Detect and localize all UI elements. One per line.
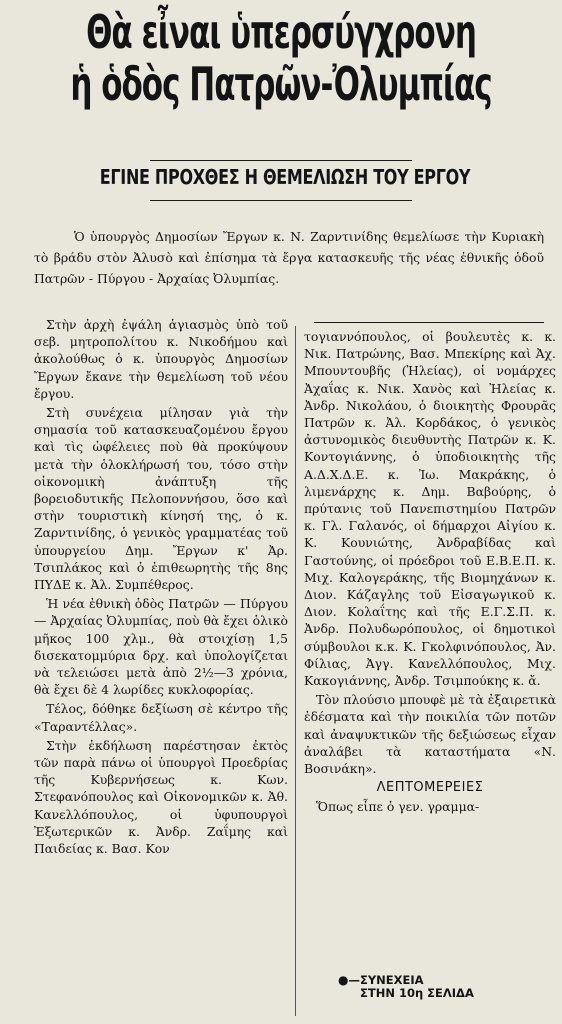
subhead-rule-top: [150, 160, 412, 161]
subhead-rule-bottom: [150, 200, 412, 201]
headline-line-2: ἡ ὁδὸς Πατρῶν-Ὀλυμπίας: [70, 58, 492, 112]
paragraph: Ἡ νέα ἐθνικὴ ὁδὸς Πατρῶν — Πύργου — Ἀρχαίας Ὀλυμπίας, ποὺ θὰ ἔχει ὁλικὸ μῆκος 100 χλμ., θὰ στοιχίσῃ 1,5 δισεκατομμύρια δρχ. καὶ ὑπολογίζεται νὰ τελειώσει μετὰ ἀπὸ 2½—3 χρόνια, θὰ ἔχει δὲ 4 λωρίδες κυκλοφορίας.: [34, 596, 288, 698]
headline-line-1: Θὰ εἶναι ὑπερσύγχρονη: [86, 6, 476, 60]
continued-label: —ΣΥΝΕΧΕΙΑ: [348, 973, 424, 987]
paragraph: τογιαννόπουλος, οἱ βουλευτὲς κ. κ. Νικ. Πατρώνης, Βασ. Μπεκίρης καὶ Ἀχ. Μπουντουβῆς (Ἠλείας), οἱ νομάρχες Ἀχαΐας κ. Νικ. Χανὸς καὶ Ἠλείας κ. Ἀνδρ. Νικολάου, ὁ διοικητὴς Φρουρᾶς Πατρῶν κ. Ἀλ. Κορδάκος, ὁ γενικὸς ἀστυνομικὸς διευθυντὴς Πατρῶν κ. Κ. Κοντογιάννης, ὁ ὑποδιοικητὴς τῆς Α.Δ.Χ.Δ.Ε. κ. Ἰω. Μακράκης, ὁ λιμενάρχης κ. Δημ. Βαβούρης, ὁ πρύτανις τοῦ Πανεπιστημίου Πατρῶν κ. Γλ. Γαλανός, οἱ δήμαρχοι Αἰγίου κ. Κ. Κουνιώτης, Ἀνδραβίδας καὶ Γαστούνης, οἱ πρόεδροι τοῦ Ε.Β.Ε.Π. κ. Μιχ. Καλογεράκης, τῆς Βιομηχάνων κ. Διον. Κάζαγλης τοῦ Εἰσαγωγικοῦ κ. Διον. Κολαΐτης καὶ τῆς Ε.Γ.Σ.Π. κ. Ἀνδρ. Πολυδωρόπουλος, οἱ δημοτικοὶ σύμβουλοι κ.κ. Κ. Γκολφινόπουλος, Ἀν. Φίλιας, Ἀγγ. Κανελλόπουλος, Μιχ. Κακογιάννης, Ἀνδρ. Τσιμπούκης κ. ἄ.: [304, 329, 556, 689]
paragraph: Ὅπως εἶπε ὁ γεν. γραμμα-: [316, 799, 480, 815]
paragraph: Στὴν ἐκδήλωση παρέστησαν ἐκτὸς τῶν παρὰ πάνω οἱ ὑπουργοὶ Προεδρίας τῆς Κυβερνήσεως κ. Κων. Στεφανόπουλος καὶ Οἰκονομικῶν κ. Ἀθ. Κανελλόπουλος, οἱ ὑφυπουργοὶ Ἐξωτερικῶν κ. Ἀνδρ. Ζαΐμης καὶ Παιδείας κ. Βασ. Κον: [34, 737, 288, 857]
continued-page: ΣΤΗΝ 10η ΣΕΛΙΔΑ: [360, 986, 474, 1000]
left-column: [34, 316, 288, 859]
subheadline: ΕΓΙΝΕ ΠΡΟΧΘΕΣ Η ΘΕΜΕΛΙΩΣΗ ΤΟΥ ΕΡΓΟΥ: [99, 165, 471, 189]
paragraph: Τὸν πλούσιο μπουφὲ μὲ τὰ ἐξαιρετικὰ ἐδέσματα καὶ τὴν ποικιλία τῶν ποτῶν καὶ ἀναψυκτικῶν τῆς δεξιώσεως εἶχαν ἀναλάβει τὰ καταστήματα «Ν. Βοσινάκη».: [304, 692, 556, 777]
paragraph: Στὴν ἀρχὴ ἐψάλη ἁγιασμὸς ὑπὸ τοῦ σεβ. μητροπολίτου κ. Νικοδήμου καὶ ἀκολούθως ὁ κ. ὑπουργὸς Δημοσίων Ἔργων ἔκανε τὴν θεμελίωση τοῦ νέου ἔργου.: [34, 317, 288, 401]
lead-paragraph: Ὁ ὑπουργὸς Δημοσίων Ἔργων κ. Ν. Ζαρντινίδης θεμελίωσε τὴν Κυριακὴ τὸ βράδυ στὸν Ἀλυσὸ καὶ ἐπίσημα τὰ ἔργα κατασκευῆς τῆς νέας ἐθνικῆς ὁδοῦ Πατρῶν - Πύργου - Ἀρχαίας Ὀλυμπίας.: [34, 229, 544, 286]
right-column: [304, 328, 556, 818]
paragraph: Στὴ συνέχεια μίλησαν γιὰ τὴν σημασία τοῦ κατασκευαζομένου ἔργου καὶ τὶς ὠφέλειες ποὺ θὰ προκύψουν μετὰ τὴν ὁλοκλήρωσή του, τόσο στὴν οἰκονομικὴ ἀνάπτυξη τῆς βορειοδυτικῆς Πελοποννήσου, ὅσο καὶ στὴν τουριστικὴ κίνησή της, ὁ κ. Ζαρντινίδης, ὁ γενικὸς γραμματέας τοῦ ὑπουργείου Δημ. Ἔργων κ' Ἀρ. Τσιπλάκος καὶ ὁ ἐπιθεωρητὴς τῆς 8ης ΠΥΔΕ κ. Ἀλ. Συμπέθερος.: [34, 405, 288, 593]
bullet-icon: ●: [338, 973, 349, 987]
continued-notice: [338, 974, 558, 1000]
column-divider: [295, 326, 296, 1016]
section-title: ΛΕΠΤΟΜΕΡΕΙΕΣ: [376, 780, 484, 796]
column-separator-top: [314, 322, 544, 323]
paragraph: Τέλος, δόθηκε δεξίωση σὲ κέντρο τῆς «Ταραντέλλας».: [34, 701, 288, 734]
